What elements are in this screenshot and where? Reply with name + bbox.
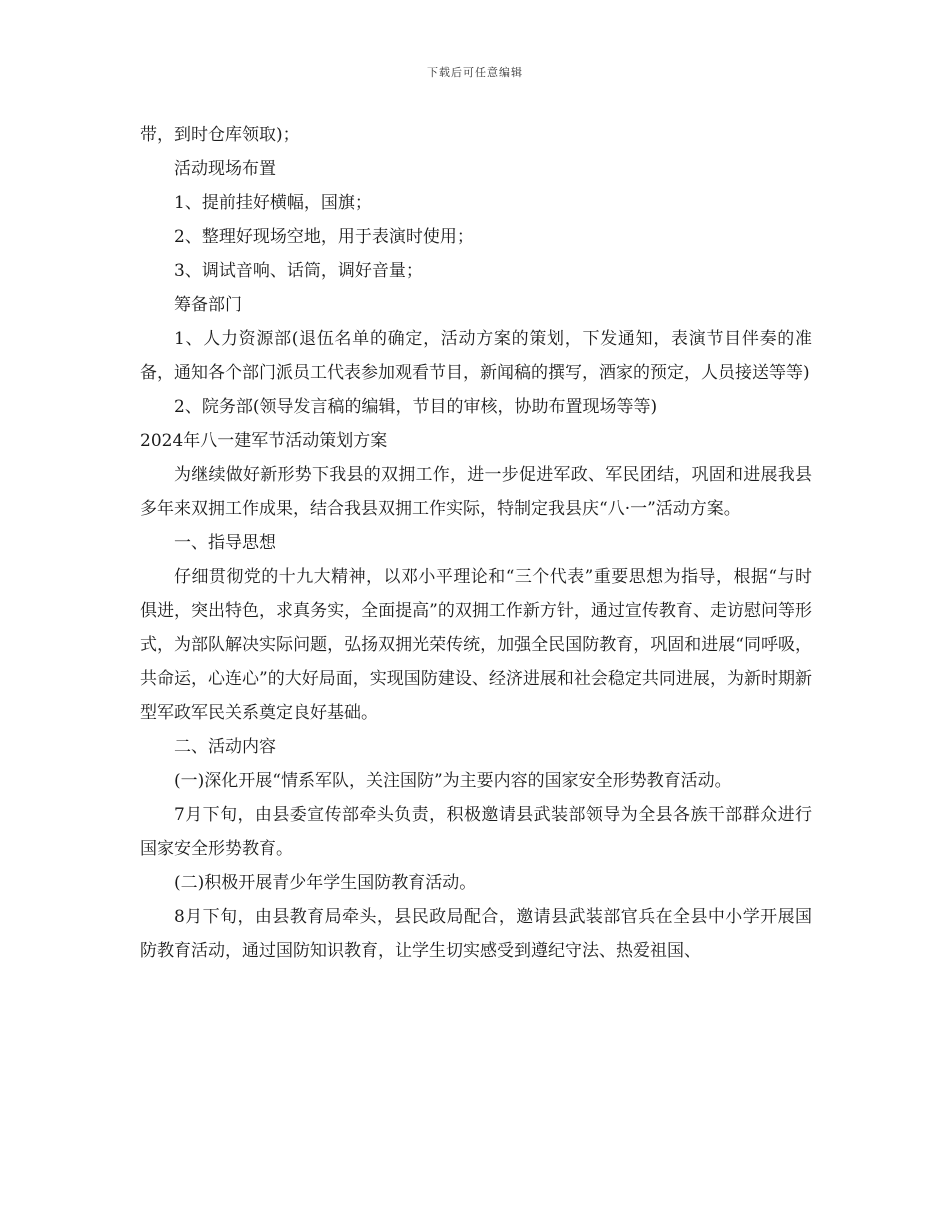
section-heading: 筹备部门 [174,295,242,315]
paragraph: 8月下旬，由县教育局牵头，县民政局配合，邀请县武装部官兵在全县中小学开展国防教育活动，通过国防知识教育，让学生切实感受到遵纪守法、热爱祖国、 [140,907,812,961]
list-item: 2、院务部(领导发言稿的编辑，节目的审核，协助布置现场等等) [174,397,658,417]
header-note: 下载后可任意编辑 [427,66,523,79]
document-body [140,118,812,968]
paragraph: 仔细贯彻党的十九大精神，以邓小平理论和“三个代表”重要思想为指导，根据“与时俱进，突出特色，求真务实，全面提高”的双拥工作新方针，通过宣传教育、走访慰问等形式，为部队解决实际问题，弘扬双拥光荣传统，加强全民国防教育，巩固和进展“同呼吸，共命运，心连心”的大好局面，实现国防建设、经济进展和社会稳定共同进展，为新时期新型军政军民关系奠定良好基础。 [140,567,812,723]
document-title: 2024年八一建军节活动策划方案 [140,431,388,451]
list-item: 1、人力资源部(退伍名单的确定，活动方案的策划，下发通知，表演节目伴奏的准备，通知各个部门派员工代表参加观看节目，新闻稿的撰写，酒家的预定，人员接送等等) [140,329,812,383]
list-item: 2、整理好现场空地，用于表演时使用； [174,227,474,247]
section-heading: 二、活动内容 [174,737,276,757]
subsection-heading: (一)深化开展“情系军队，关注国防”为主要内容的国家安全形势教育活动。 [174,771,732,791]
list-item: 3、调试音响、话筒，调好音量； [174,261,423,281]
paragraph: 7月下旬，由县委宣传部牵头负责，积极邀请县武装部领导为全县各族干部群众进行国家安全形势教育。 [140,805,812,859]
section-heading: 活动现场布置 [174,159,276,179]
paragraph: 为继续做好新形势下我县的双拥工作，进一步促进军政、军民团结，巩固和进展我县多年来双拥工作成果，结合我县双拥工作实际，特制定我县庆“八·一”活动方案。 [140,465,812,519]
subsection-heading: (二)积极开展青少年学生国防教育活动。 [174,873,477,893]
paragraph: 带，到时仓库领取)； [140,125,300,145]
list-item: 1、提前挂好横幅，国旗； [174,193,372,213]
section-heading: 一、指导思想 [174,533,276,553]
